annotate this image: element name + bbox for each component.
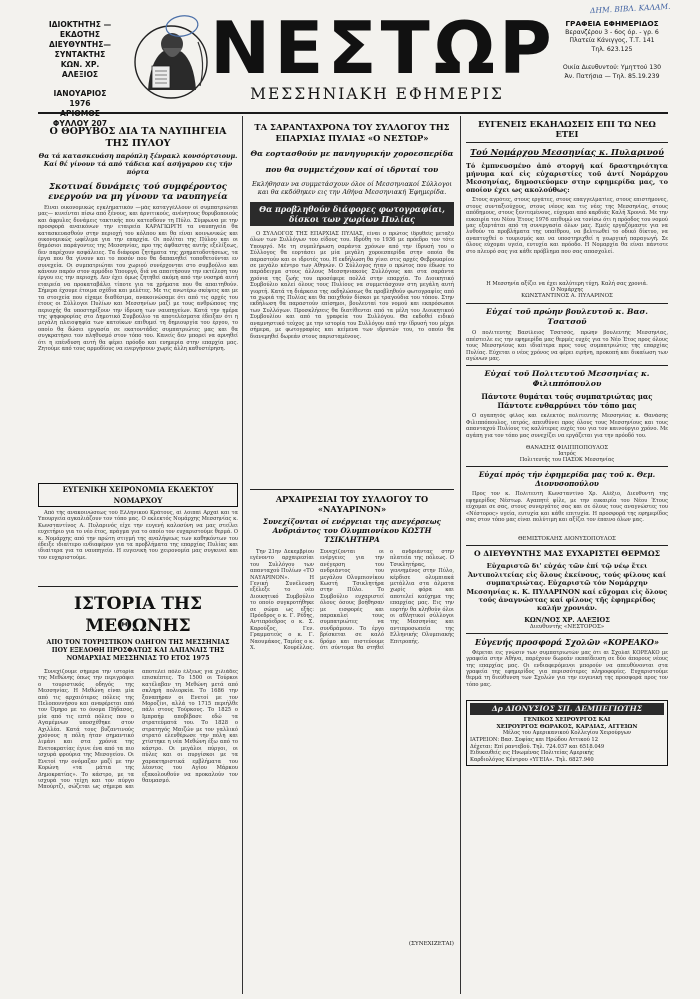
signature-line: Ο Νομάρχης — [550, 287, 584, 294]
newspaper-title: ΝΕΣΤΩΡ — [210, 6, 556, 90]
ad-line: Καρδιολόγος Κέντρου «ΥΓΕΙΑ». Τηλ. 6827.940 — [470, 756, 594, 763]
article-subtitle: ΑΠΟ ΤΟΝ ΤΟΥΡΙΣΤΙΚΟΝ ΟΔΗΓΟΝ ΤΗΣ ΜΕΣΣΗΝΙΑΣ ΠΟΥ ΕΞΕΔΟΘΗ ΠΡΟΣΦΑΤΩΣ ΚΑΙ ΔΑΠΑΝΑΙΣ ΤΗΣ ΝΟΜΑΡΧΙΑΣ ΜΕΣΣΗΝΙΑΣ ΤΟ ΕΤΟΣ 1975 — [46, 639, 230, 662]
ad-title-banner: Δρ ΔΙΟΝΥΣΙΟΣ ΣΠ. ΔΕΜΠΕΓΙΩΤΗΣ — [470, 703, 664, 715]
article-subtitle: Πάντοτε θυμάται τούς συμπατριώτας μας Πάντοτε ενθαρρύνει τόν τόπο μας — [481, 392, 653, 411]
signature-line: ΚΩΝ/ΝΟΣ ΧΡ. ΑΛΕΞΙΟΣ — [524, 615, 610, 624]
signature-line: Διευθυντής «ΝΕΣΤΟΡΟΣ» — [529, 623, 605, 630]
nestor-portrait-icon — [130, 12, 212, 106]
column-divider-1 — [242, 116, 243, 994]
signature-line: Η Μεσσηνία αξίζει να έχει καλύτερη τύχη. Καλή σας χρονιά. — [486, 281, 648, 288]
signature-line: Πολιτευτής του ΠΑΣΟΚ Μεσσηνίας — [519, 457, 615, 464]
article-body: Φέρεται εις γνώσιν των συμπατριωτών μας ότι αι Σχολαί ΚΟΡΕΑΚΟ με γραφεία στην Αθήνα, παρέχουν δωρεάν εκπαίδευση σε δύο άπορους νέους της επαρχίας μας. Οι ενδιαφερόμενοι μπορούν να απευθύνονται στα γραφεία της εφημερίδος για περισσότερες πληροφορίες. Ευχαριστούμε θερμά τη διεύθυνση των Σχολών για την ευγενική της προσφορά προς τον τόπο μας. — [466, 649, 668, 688]
section-box-nomarch: ΕΥΓΕΝΙΚΗ ΧΕΙΡΟΝΟΜΙΑ ΕΚΛΕΚΤΟΥ ΝΟΜΑΡΧΟΥ — [38, 483, 238, 507]
masthead-rule — [38, 112, 668, 114]
issue-number: ΦΥΛΛΟΥ 207 — [52, 119, 108, 128]
article-subtitle: Συνεχίζονται οί ενέργειαι της ανεγέρσεως — [262, 517, 441, 526]
article-subtitle: ενεργούν να μη γίνουν τα ναυπηγεία — [48, 191, 228, 201]
issue-date: ΙΑΝΟΥΑΡΙΟΣ 1976 — [53, 89, 107, 108]
article-title-director-thanks: Ο ΔΙΕΥΘΥΝΤΗΣ ΜΑΣ ΕΥΧΑΡΙΣΤΕΙ ΘΕΡΜΩΣ — [474, 549, 660, 559]
article-body: Ο πολιτευτής Βασίλειος Τσατσός, πρώην βουλευτής Μεσσηνίας, απέστειλε εις την εφημερίδα μας θερμές ευχές για το Νέο Έτος προς όλους τους Μεσσηνίους και ιδιαίτερα προς τους συμπατριώτες της επαρχίας Πυλίας. Εύχεται ο νέος χρόνος να φέρει ειρήνη, προκοπή και δικαίωση των αγώνων μας. — [466, 330, 668, 362]
article-body: Συνεχίζουμε σήμερα την ιστορία της Μεθώνης όπως την περιγράφει ο τουριστικός οδηγός της Μεσσηνίας. Η Μεθώνη είναι μία από τις αρχαιότερες πόλεις της Πελοποννήσου και αναφέρεται από τον Όμηρο με το όνομα Πήδασος, μία από τις επτά πόλεις που ο Αγαμέμνων υποσχέθηκε στον Αχιλλέα. Κατά τους βυζαντινούς χρόνους η πόλη ήταν σημαντικό λιμάνι και στα χρόνια της Ενετοκρατίας έγινε ένα από τα πιο ισχυρά φρούρια της Μεσογείου. Οι Ενετοί την ονόμαζαν μαζί με την Κορώνη «τα μάτια της Δημοκρατίας». Το κάστρο, με τα ισχυρά του τείχη και τον πύργο Μπούρτζι, σώζεται ως σήμερα και αποτελεί πόλο έλξεως για χιλιάδες επισκέπτες. Το 1500 οι Τούρκοι κατέλαβαν τη Μεθώνη μετά από σκληρή πολιορκία. Το 1686 την ξαναπήραν οι Ενετοί με τον Μοροζίνι, αλλά το 1715 περιήλθε πάλι στους Τούρκους. Το 1825 ο Ιμπραήμ αποβίβασε εδώ τα στρατεύματά του. Το 1828 ο στρατηγός Μαιζών με τον γαλλικό στρατό ελευθέρωσε την πόλη και χτίστηκε η νέα Μεθώνη έξω από το κάστρο. Οι μεγάλοι πύργοι, οι πύλες και οι πυργίσκοι με τα χαρακτηριστικά εμβλήματα του λέοντος του Αγίου Μάρκου εξακολουθούν να προκαλούν τον θαυμασμό. — [38, 669, 238, 791]
masthead-left-meta: ΙΔΙΟΚΤΗΤΗΣ — ΕΚΔΟΤΗΣ ΔΙΕΥΘΥΝΤΗΣ—ΣΥΝΤΑΚΤΗΣ ΚΩΝ. ΧΡ. ΑΛΕΞΙΟΣ ΙΑΝΟΥΑΡΙΟΣ 1976 ΦΥΛΛΟΥ 207 — [44, 20, 116, 129]
article-subtitle: Θα εορτασθούν με πανηγυρικήν χοροεσπερίδα — [250, 149, 454, 158]
article-title-filippopoulos: Εὐχαί τοῦ Πολιτευτοῦ Μεσσηνίας κ. Φιλιππόπουλου — [484, 369, 650, 389]
ad-line: ΓΕΝΙΚΟΣ ΧΕΙΡΟΥΡΓΟΣ ΚΑΙ — [523, 716, 611, 723]
article-body: Είναι οικονομικώς εγκληματικόν —μάς καταγγέλλουν οί συμπατριώται μας— κινείνται πίσω από ξένους, και άρνιτικούς, ανένητους θορυβοποιούς και άφρυλες δυνάμεις τακτικής που κατεσδουν τη Πύλο. Σύμφωνα με την προσφορά αναικόνων την εταιρεία ΚΑΡΑΓΙΩΡΓΗ τα ναυπηγεία θα κατασκευασθούν στην περιοχή του κόλπου και θα είναι κοινωνικώς και οικονομικώς ωφέλιμα για την επαρχία. Οι πολίται της Πύλου και οι δημόσιοι παράγοντες της Μεσσηνίας, προ της άφθαστης αυτής εξελίξεως, δεν παρέχουν ασφάλειες. Τα διάφορα ζητήματα της χρηματοδοτήσεως, τα έργα που θα γίνουν και το ποσόν που θα δαπανηθεί τοποθετούνται εν συνεχεία. Οι συμπατριώται του χωριού συνέρχονται στο συμβούλιο και κάνουν παρόν στον αρμόδιο Υπουργό, διά να απαιτήσουν την εκτέλεση του έργου εις την περιοχή. Δεν έχει όμως ζητηθεί ακόμη από την νοσηρά αυτή εταιρεία να προκαταβάλει τίποτε για τα χρήματα που θα απαιτηθούν. Σήμερα έχουμε έτοιμα σχέδια και μελέτες. Με τις ανωτέρω σκέψεις και με τα στοιχεία που είχαμε διαθέσιμα, ανακοινώσαμε ότι από τις αρχές του έτους οι Σύλλογοι Πυλίων και Μεσσηνίων μαζί με τους ανθρώπους της περιοχής θα υποστηρίξουν την ίδρυση των ναυπηγείων. Κατά την ημέρα της ψηφοφορίας στο Δημοτικό Συμβούλιο τα αποτελέσματα έδειξαν ότι η μεγάλη πλειοψηφία των κατοίκων επιθυμεί τη δημιουργία του έργου, το οποίο θα δώσει εργασία σε εκατοντάδες συμπατριώτες μας και θα συγκρατήσει τον πληθυσμό στον τόπο του. Κανείς δεν μπορεί να αρνηθεί ότι η επένδυση αυτή θα φέρει πρόοδο και ευημερία στην επαρχία μας. Ζητούμε από τους αρμοδίους να ενεργήσουν χωρίς άλλη καθυστέρηση. — [38, 205, 238, 352]
column-right — [466, 118, 668, 994]
column-divider-2 — [460, 116, 461, 994]
article-body: Την 21ην Δεκεμβρίου εγένοντο αρχαιρεσίαι του Συλλόγου των απανταχού Πυλίων «ΤΟ ΝΑΥΑΡΙΝΟΝ». Η Γενική Συνέλευση εξέλεξε το νέο Διοικητικό Συμβούλιο το οποίο συγκροτήθηκε σε σώμα ως εξής: Πρόεδρος ο κ. Γ. Ρέδης, Αντιπρόεδρος ο κ. Σ. Καρούζος, Γεν. Γραμματεύς ο κ. Γ. Ναουμάκος, Ταμίας ο κ. Χ. Κουρέλλας. Συνεχίζονται οι ενέργειες για την ανέγερση του ανδριάντος του μεγάλου Ολυμπιονίκου Κωστή Τσικλητήρα στην Πύλο. Το Συμβούλιο ευχαριστεί όλους όσους βοήθησαν με εισφορές και παρακαλεί τους συμπατριώτες να συνδράμουν. Το έργο βρίσκεται σε καλό δρόμο και πιστεύουμε ότι σύντομα θα στηθεί ο ανδριάντας στην πλατεία της πόλεως. Ο Τσικλητήρας, γεννημένος στην Πύλο, κέρδισε ολυμπιακά μετάλλια στα άλματα χωρίς φόρα και αποτελεί καύχημα της επαρχίας μας. Εις την εορτήν θα κληθούν όλοι οι αθλητικοί σύλλογοι της Μεσσηνίας και αντιπροσωπεία της Ελληνικής Ολυμπιακής Επιτροπής. — [250, 549, 454, 652]
masthead — [0, 0, 700, 128]
newspaper-subtitle: ΜΕΣΣΗΝΙΑΚΗ ΕΦΗΜΕΡΙΣ — [250, 85, 504, 103]
nestor-emblem — [130, 12, 212, 106]
article-title-shipyards: Ο ΘΟΡΥΒΟΣ ΔΙΑ ΤΑ ΝΑΥΠΗΓΕΙΑ ΤΗΣ ΠΥΛΟΥ — [49, 126, 227, 149]
article-lead: Τό ἐμπνευσμένο ἀπό στοργή καί δραστηριότητα μήνυμα καί εἰς εὐχαριστίες τοῦ ἀντί Νομάρχου Μεσσηνίας, δημοσιεύομεν στην εφημερίδα μας, το οποίον έχει ως ακολούθως: — [466, 161, 668, 195]
ad-line: ΙΑΤΡΕΙΟΝ: Βασ. Σοφίας και Ηρώδου Αττικού 12 — [470, 736, 599, 743]
ad-line: Δέχεται: Επί ραντεβού. Τηλ. 724.037 και 6518.049 — [470, 743, 605, 750]
advertisement-box — [466, 700, 668, 767]
column-left — [38, 118, 238, 994]
article-title-methoni: ΙΣΤΟΡΙΑ ΤΗΣ ΜΕΘΩΝΗΣ — [73, 594, 202, 636]
article-body: Ο αγαπητός φίλος και εκλεκτός πολιτευτής Μεσσηνίας κ. Θανάσης Φιλιππόπουλος, ιατρός, απευθύνει προς όλους τους Μεσσηνίους και τους απανταχού Πυλίους τις καλύτερες ευχές του για τον καινούργιο χρόνο. Με αγάπη για τον τόπο μας συνεχίζει να εργάζεται για την πρόοδό του. — [466, 413, 668, 439]
article-lead: Εκλήθησαν να συμμετάσχουν όλοι οί Μεσσηνιακοί Σύλλογοι και θα εκδόθηκεν εις την Αθήνα Μεσσηνιακή Έφημερίδα. — [252, 180, 452, 196]
article-lead: Εὐχαριστῶ δι' εὐχάς τῶν ἐπί τῷ νέῳ ἔτει Ἀντιπολιτείας εἰς ὅλους ἐκείνους, τούς φίλους καί συμπατριώτας. Εὐχαριστῶ τόν Νομάρχην Μεσσηνίας κ. Κ. ΠΥΛΑΡΙΝΟΝ καί εὔχομαι εἰς ὅλους τούς ἀναγνώστας καί φίλους τῆς ἐφημερίδος καλήν χρονιάν. — [466, 562, 668, 613]
article-body: Ο ΣΥΛΛΟΓΟΣ ΤΗΣ ΕΠΑΡΧΙΑΣ ΠΥΛΙΑΣ, είναι ο πρώτος ίδρυθείς μεταξύ όλων των Συλλόγων του είδους του. Ιδρύθη το 1936 με πρόεδρο τον τότε Υπουργό. Με τη συμπλήρωση σαράντα χρόνων από την ίδρυσή του ο Σύλλογος θα εορτάσει με μία μεγάλη χοροεσπερίδα στην οποία θα παραστούν και οι ιδρυτές του. Η εκδήλωση θα γίνει στις αρχές Φεβρουαρίου σε μεγάλο κέντρο των Αθηνών. Ο Σύλλογος ήταν ο πρώτος που έδωσε το παράδειγμα στους άλλους Μεσσηνιακούς Συλλόγους και στα σαράντα χρόνια της ζωής του προσέφερε πολλά στην επαρχία. Το Διοικητικό Συμβούλιο καλεί όλους τους Πυλίους να συμμετάσχουν στη μεγάλη αυτή γιορτή. Κατά τη διάρκεια της εκδηλώσεως θα προβληθούν φωτογραφίες από τα χωριά της Πυλίας και θα παιχθούν δίσκοι με τραγούδια του τόπου. Στην εκδήλωση θα παραστούν επίσημοι, βουλευταί του νομού και εκπρόσωποι των Συλλόγων. Προσκλήσεις θα διατίθενται από τα μέλη του Διοικητικού Συμβουλίου και από τα γραφεία του Συλλόγου. Θα εκδοθεί ειδικό αναμνηστικό τεύχος με την ιστορία του Συλλόγου από την ίδρυσή του μέχρι σήμερα, με φωτογραφίες και κείμενα των ιδρυτών του, το οποίο θα διανεμηθεί δωρεάν στους παρισταμένους. — [250, 231, 454, 340]
column-middle — [250, 118, 454, 994]
signature-line: ΚΩΝΣΤΑΝΤΙΝΟΣ Α. ΠΥΛΑΡΙΝΟΣ — [521, 293, 613, 300]
signature-line: ΘΕΜΙΣΤΟΚΛΗΣ ΔΙΟΝΥΣΟΠΟΥΛΟΣ — [518, 536, 616, 543]
article-title-koreako: Εὐγενής προσφορά Σχολῶν «ΚΟΡΕΑΚΟ» — [474, 636, 660, 647]
highlight-banner: Θα προβληθούν διάφορες φωτογραφίαι, δίσκοι των χωρίων Πυλίας — [250, 202, 454, 226]
article-title-navarino: ΑΡΧΑΙΡΕΣΙΑΙ ΤΟΥ ΣΥΛΛΟΓΟΥ ΤΟ «ΝΑΥΑΡΙΝΟΝ» — [275, 494, 429, 514]
handwritten-note: ΔΗΜ. ΒΙΒΛ. ΚΑΛΑΜ. — [589, 1, 671, 16]
article-title-dionysopoulos: Εὐχαί πρός τήν ἐφημερίδα μας τοῦ κ. Θεμ. Διονυσοπούλου — [478, 470, 656, 489]
article-subtitle: Θα τά κατασκευάση παρόπλη ξένρακλ κονσόρτσιουμ. — [38, 152, 238, 160]
ad-line: Μέλος του Αμερικανικού Κολλεγίου Χειρούργων — [502, 730, 632, 737]
article-title-anniversary: ΤΑ ΣΑΡΑΝΤΑΧΡΟΝΑ ΤΟΥ ΣΥΛΛΟΓΟΥ ΤΗΣ ΕΠΑΡΧΙΑΣ ΠΥΛΙΑΣ «Ο ΝΕΣΤΩΡ» — [254, 122, 450, 143]
section-title-greetings: ΕΥΓΕΝΕΙΣ ΕΚΔΗΛΩΣΕΙΣ ΕΠΙ ΤΩ ΝΕΩ ΕΤΕΙ — [478, 119, 656, 139]
continued-note: (ΣΥΝΕΧΙΖΕΤΑΙ) — [408, 941, 454, 947]
signature-line: ΘΑΝΑΣΗΣ ΦΙΛΙΠΠΟΠΟΥΛΟΣ — [525, 445, 609, 452]
article-body: Από τής ανακοινώσεως τού Ελληνικού Κράτους, αί λοιπαί Αρχαί και τα Υπουργεία αγκαλιάζουν τον τόπο μας. Ο εκλεκτός Νομάρχης Μεσσηνίας κ. Κωνσταντίνος Α. Πυλαρινός είχε την ευγενή καλοσύνη να μας στείλει ευχετήριο για το νέο έτος, πράγμα για το οποίο τον ευχαριστούμε θερμά. Ο κ. Νομάρχης από την πρώτη στιγμή της αναλήψεως των καθηκόντων του έδειξε ιδιαίτερο ενδιαφέρον για τα προβλήματα της επαρχίας Πυλίας και ιδιαίτερα για τα ναυπηγεία. Η ευγενική του χειρονομία μας συγκινεί και τον ευχαριστούμε. — [38, 510, 238, 561]
article-body: Στους αγρότες, στους εργάτες, στους επαγγελματίες, στους επιστήμονες, στους συνταξιούχους, στους νέους και τις νέες της Μεσσηνίας, στους απόδημους, στους ξενιτεμένους, εύχομαι από καρδιάς Καλή Χρονιά. Με την ευκαιρία του Νέου Έτους 1976 επιθυμώ να τονίσω ότι η πρόοδος του νομού μας εξαρτάται από τη συνεργασία όλων μας. Εμείς εργαζόμαστε για να λυθούν τα προβλήματα της υπαίθρου, να βελτιωθεί το οδικό δίκτυο, να αναπτυχθεί ο τουρισμός και να υποστηριχθεί η γεωργική παραγωγή. Σε όλους εύχομαι υγεία, ευτυχία και πρόοδο. Η Νομαρχία θα είναι πάντοτε στο πλευρό σας για κάθε πρόβλημα που σας απασχολεί. — [466, 197, 668, 255]
article-subtitle: Ανδριάντος του Ολυμπιονίκου ΚΩΣΤΗ ΤΣΙΚΛΗΤΗΡΑ — [272, 526, 432, 544]
article-title-nomarch: Τού Νομάρχου Μεσσηνίας κ. Πυλαρινού — [470, 147, 664, 157]
article-subtitle: Σκοτιναί δυνάμεις τού συμφέροντος — [49, 181, 227, 191]
masthead-right-meta: ΓΡΑΦΕΙΑ ΕΦΗΜΕΡΙΔΟΣ Βερανζέρου 3 - 6ος όρ. - γρ. 6 Πλατεία Κάνιγγος, Τ.Τ. 141 Τηλ. 623.125 Οικία Διευθυντού: Υμηττού 130 Άν. Πατήσια — Τηλ. 85.19.239 — [562, 19, 662, 80]
ad-line: ΧΕΙΡΟΥΡΓΟΣ ΘΩΡΑΚΟΣ, ΚΑΡΔΙΑΣ, ΑΓΓΕΙΩΝ — [496, 723, 638, 730]
article-body: Προς τον κ. Πολιτευτή Κωνσταντίνο Χρ. Αλέξιο, Διευθυντή της εφημερίδος Νέστωρ. Αγαπητέ φίλε, με την ευκαιρία του Νέου Έτους εύχομαι σε σας, στους συνεργάτες σας και σε όλους τους αναγνώστες του «Νέστορος» υγεία, ευτυχία και κάθε επιτυχία. Η προσφορά της εφημερίδος σας στον τόπο μας είναι πολύτιμη και αξίζει τον έπαινο όλων μας. — [466, 491, 668, 523]
article-title-tsatsos: Εὐχαί τοῦ πρώην βουλευτοῦ κ. Βασ. Τσατσοῦ — [486, 307, 648, 327]
ad-line: Ειδικευθείς εις Ηνωμένας Πολιτείας Αμερικής — [470, 750, 594, 757]
article-subtitle: Καί θέ γίνουν τά από τάδεια καί ασήγαρου εις τήν πόρτα — [43, 160, 233, 176]
signature-line: Ιατρός — [558, 451, 576, 458]
article-subtitle: που θα συμμετέχουν καί οί ιδρυταί του — [265, 164, 439, 174]
